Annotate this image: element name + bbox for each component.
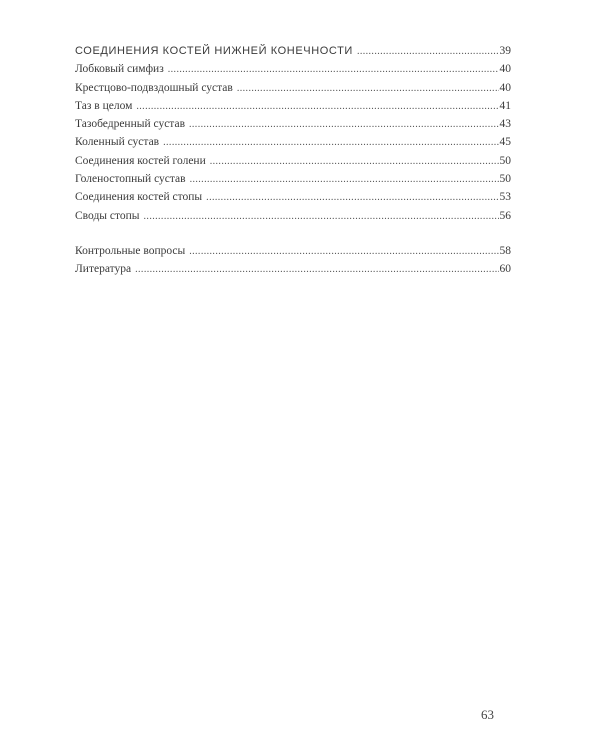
toc-leader-dots — [189, 116, 499, 134]
toc-entry[interactable] — [75, 133, 511, 151]
toc-entry-page: 43 — [499, 118, 511, 131]
toc-entry[interactable] — [75, 115, 511, 133]
toc-section-appendix — [75, 242, 511, 279]
toc-entry[interactable] — [75, 60, 511, 78]
toc-entry-page: 41 — [499, 99, 511, 112]
page-number: 63 — [481, 707, 494, 722]
toc-entry-page: 39 — [499, 45, 511, 57]
toc-entry-title: Тазобедренный сустав — [75, 118, 185, 131]
toc-entry-page: 58 — [499, 244, 511, 257]
toc-entry-title: Голеностопный сустав — [75, 173, 186, 186]
toc-entry-page: 53 — [499, 191, 511, 204]
toc-entry-title: Соединения костей стопы — [75, 191, 203, 204]
table-of-contents — [75, 42, 511, 279]
toc-section-main — [75, 42, 511, 225]
toc-entry[interactable] — [75, 97, 511, 115]
toc-entry-page: 40 — [499, 81, 511, 94]
toc-entry[interactable] — [75, 152, 511, 170]
toc-entry-page: 56 — [499, 209, 511, 222]
toc-entry[interactable] — [75, 260, 511, 278]
toc-leader-dots — [190, 171, 499, 189]
toc-entry-title: Своды стопы — [75, 209, 140, 222]
toc-leader-dots — [189, 243, 498, 261]
toc-entry[interactable] — [75, 170, 511, 188]
toc-entry[interactable] — [75, 242, 511, 260]
toc-entry-title: Соединения костей голени — [75, 154, 206, 167]
toc-leader-dots — [136, 98, 498, 116]
toc-entry-page: 60 — [499, 263, 511, 276]
toc-entry[interactable] — [75, 207, 511, 225]
toc-leader-dots — [144, 208, 499, 226]
toc-entry-title: Контрольные вопросы — [75, 244, 186, 257]
toc-leader-dots — [206, 189, 498, 207]
toc-leader-dots — [237, 80, 499, 98]
toc-leader-dots — [357, 43, 499, 61]
toc-entry-page: 45 — [499, 136, 511, 149]
toc-entry-page: 40 — [499, 63, 511, 76]
toc-leader-dots — [168, 61, 499, 79]
toc-entry-title: Крестцово-подвздошный сустав — [75, 81, 233, 94]
toc-leader-dots — [210, 153, 499, 171]
toc-entry-title: Литература — [75, 263, 132, 276]
toc-entry-title: СОЕДИНЕНИЯ КОСТЕЙ НИЖНЕЙ КОНЕЧНОСТИ — [75, 45, 353, 57]
toc-entry-title: Коленный сустав — [75, 136, 160, 149]
toc-entry[interactable] — [75, 79, 511, 97]
toc-entry-page: 50 — [499, 154, 511, 167]
toc-leader-dots — [163, 134, 498, 152]
toc-entry-title: Лобковый симфиз — [75, 63, 164, 76]
toc-leader-dots — [135, 261, 498, 279]
toc-entry-page: 50 — [499, 173, 511, 186]
toc-entry[interactable] — [75, 188, 511, 206]
toc-entry-title: Таз в целом — [75, 99, 133, 112]
toc-entry-heading[interactable] — [75, 42, 511, 60]
